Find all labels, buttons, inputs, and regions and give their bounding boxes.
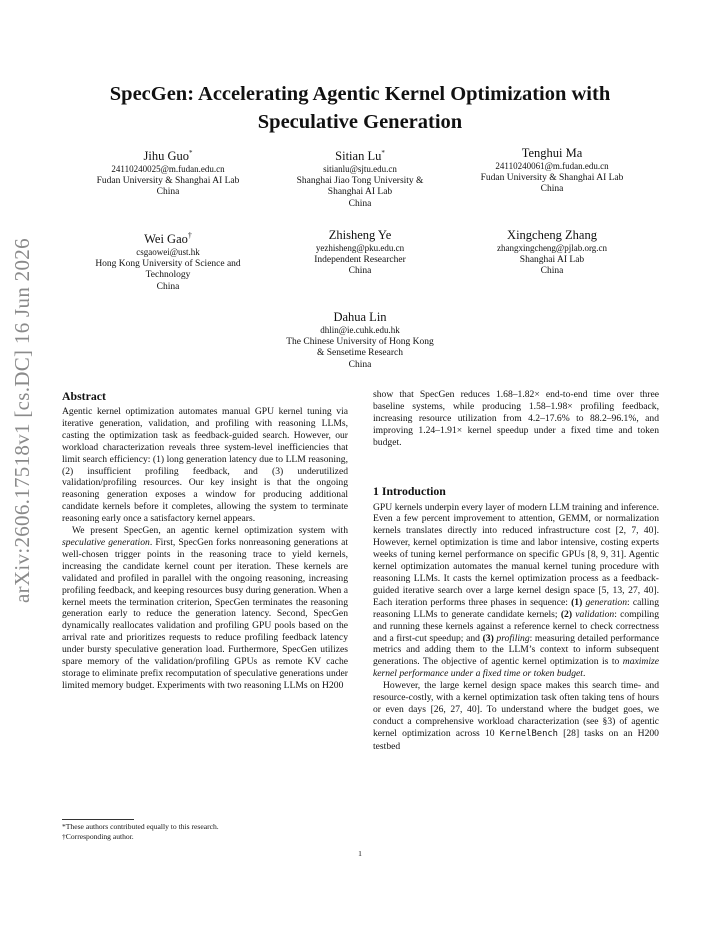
author-country: China bbox=[348, 359, 372, 370]
author-email: sitianlu@sjtu.edu.cn bbox=[323, 164, 397, 175]
author-affiliation: Shanghai Jiao Tong University & bbox=[296, 175, 424, 186]
author-email: 24110240061@m.fudan.edu.cn bbox=[495, 161, 609, 171]
author-affiliation: Shanghai AI Lab bbox=[519, 254, 585, 265]
author-name: Wei Gao† bbox=[144, 231, 192, 247]
author-name: Xingcheng Zhang bbox=[507, 228, 597, 242]
footnote-equal-contribution: *These authors contributed equally to this research. bbox=[62, 822, 219, 831]
author-country: China bbox=[540, 184, 564, 194]
author-name: Sitian Lu* bbox=[335, 149, 385, 164]
author-block bbox=[260, 310, 460, 371]
author-affiliation: Fudan University & Shanghai AI Lab bbox=[96, 175, 240, 186]
page-number: 1 bbox=[358, 849, 362, 858]
author-block bbox=[452, 228, 652, 278]
author-affiliation: Technology bbox=[145, 270, 191, 281]
author-affiliation: The Chinese University of Hong Kong bbox=[286, 336, 434, 347]
author-affiliation: Independent Researcher bbox=[314, 254, 406, 265]
author-block bbox=[68, 146, 268, 199]
paper-title bbox=[60, 80, 660, 136]
title-line-2: Speculative Generation bbox=[257, 111, 463, 133]
intro-paragraph: However, the large kernel design space makes this search time- and resource-costly, with a kernel optimization task often taking tens of hours or even days [26, 27, 40]. To understand where the budget goes, we conduct a comprehensive workload characterization (see §3) of agentic kernel optimization across 10 KernelBench [28] tasks on an H200 testbed bbox=[373, 680, 659, 752]
author-country: China bbox=[348, 198, 372, 209]
abstract-paragraph: Agentic kernel optimization automates manual GPU kernel tuning via iterative generation, validation, and profiling with reasoning LLMs, casting the optimization task as feedback-guided search. However, our workload characterization reveals three system-level inefficiencies that limit search efficiency: (1) long generation latency due to LLM reasoning, (2) insufficient profiling feedback, and (3) underutilized validation/profiling resources. Our key insight is that the ongoing reasoning generation exposes a window for producing additional candidate kernels before it completes, allowing the system to terminate reasoning early once a satisfactory kernel appears. bbox=[62, 406, 348, 525]
author-affiliation: & Sensetime Research bbox=[316, 348, 403, 358]
author-block bbox=[260, 228, 460, 278]
author-name: Zhisheng Ye bbox=[328, 228, 392, 242]
author-email: 24110240025@m.fudan.edu.cn bbox=[111, 164, 225, 175]
author-block bbox=[68, 228, 268, 293]
author-affiliation: Hong Kong University of Science and bbox=[95, 258, 241, 269]
author-country: China bbox=[156, 281, 180, 292]
author-email: yezhisheng@pku.edu.cn bbox=[315, 243, 405, 253]
arxiv-identifier: arXiv:2606.17518v1 [cs.DC] 16 Jun 2026 bbox=[10, 238, 34, 603]
author-email: csgaowei@ust.hk bbox=[136, 247, 200, 258]
author-email: zhangxingcheng@pjlab.org.cn bbox=[496, 243, 608, 253]
author-name: Dahua Lin bbox=[333, 310, 387, 324]
author-block bbox=[452, 146, 652, 196]
footnote-corresponding-author: †Corresponding author. bbox=[62, 832, 134, 841]
author-affiliation: Fudan University & Shanghai AI Lab bbox=[480, 172, 624, 183]
author-block bbox=[260, 146, 460, 210]
author-email: dhlin@ie.cuhk.edu.hk bbox=[320, 325, 400, 335]
title-line-1: SpecGen: Accelerating Agentic Kernel Optimization with bbox=[109, 83, 611, 105]
intro-paragraph: GPU kernels underpin every layer of modern LLM training and inference. Even a few percent improvement to attention, GEMM, or normalization kernels translates directly into reduced infrastructure cost [2, 7, 40]. However, kernel optimization is time and labor intensive, costing experts weeks of tuning kernel performance on specific GPUs [8, 9, 31]. Agentic kernel optimization automates the manual kernel tuning procedure with reasoning LLMs. It casts the kernel optimization process as a feedback-guided iterative search over a large kernel design space [5, 13, 27, 40]. Each iteration performs three phases in sequence: (1) generation: calling reasoning LLMs to generate candidate kernels; (2) validation: compiling and running these kernels against a reference kernel to check correctness and a first-cut speedup; and (3) profiling: measuring detailed performance metrics and adding them to the LLM’s context to inform subsequent generations. The objective of agentic kernel optimization is to maximize kernel performance under a fixed time or token budget. bbox=[373, 501, 660, 680]
abstract-heading: Abstract bbox=[62, 389, 106, 403]
footnote-rule bbox=[62, 819, 134, 820]
left-column bbox=[62, 389, 348, 692]
abstract-paragraph: We present SpecGen, an agentic kernel optimization system with speculative generation. First, SpecGen forks nonreasoning generations at well-chosen trigger points in the reasoning trace to yield kernels, increasing the candidate kernel count per iteration. These kernels are validated and profiled in parallel with the ongoing reasoning, increasing profiling feedback, and keeping resources busy during generation. When a kernel meets the termination criterion, SpecGen terminates the reasoning generation early to reduce the generation latency. Second, SpecGen dynamically reallocates validation and profiling GPU pools based on the arrival rate and prioritizes requests to reduce profiling feedback latency under bursty speculative generation load. Furthermore, SpecGen utilizes spare memory of the validation/profiling GPUs as remote KV cache storage to eliminate prefix recomputation of speculative generations under limited memory budget. Experiments with two reasoning LLMs on H200 bbox=[62, 525, 348, 691]
author-country: China bbox=[156, 187, 180, 198]
abstract-paragraph: show that SpecGen reduces 1.68–1.82× end-to-end time over three baseline systems, while producing 1.58–1.98× profiling feedback, increasing resource utilization from 4.2–17.6% to 88.2–96.1%, and improving 1.24–1.91× kernel speedup under a fixed time and token budget. bbox=[373, 389, 659, 448]
author-country: China bbox=[540, 266, 564, 276]
author-country: China bbox=[348, 266, 372, 276]
author-name: Jihu Guo* bbox=[143, 149, 193, 164]
right-column bbox=[373, 389, 659, 753]
author-affiliation: Shanghai AI Lab bbox=[327, 187, 393, 198]
section-heading-introduction: 1 Introduction bbox=[373, 483, 446, 498]
author-name: Tenghui Ma bbox=[521, 146, 583, 160]
